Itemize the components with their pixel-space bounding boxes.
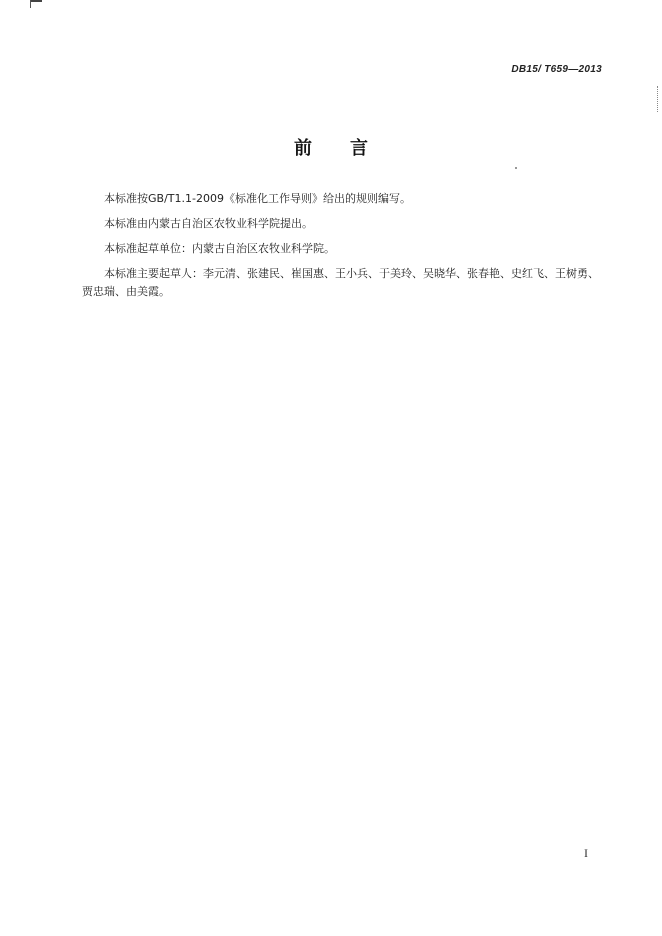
scan-corner-mark [30, 0, 42, 2]
paragraph-drafting-unit: 本标准起草单位：内蒙古自治区农牧业科学院。 [104, 242, 335, 255]
scan-speck [515, 167, 517, 169]
section-title [0, 134, 662, 160]
paragraph-drafting-rules: 本标准按GB/T1.1-2009《标准化工作导则》给出的规则编写。 [104, 192, 411, 205]
paragraph-drafters: 本标准主要起草人：李元清、张建民、崔国惠、王小兵、于美玲、吴晓华、张春艳、史红飞、王树勇、贾忠瑞、由美霞。 [82, 267, 599, 298]
title-char-2: 言 [350, 138, 368, 159]
scan-corner-mark-vertical [30, 0, 31, 8]
standard-code: DB15/ T659—2013 [511, 64, 602, 75]
title-char-1: 前 [294, 138, 312, 159]
scan-edge-noise [655, 86, 658, 112]
page-number: I [584, 846, 588, 860]
paragraph-proposer: 本标准由内蒙古自治区农牧业科学院提出。 [104, 217, 313, 230]
foreword-body [82, 190, 604, 308]
